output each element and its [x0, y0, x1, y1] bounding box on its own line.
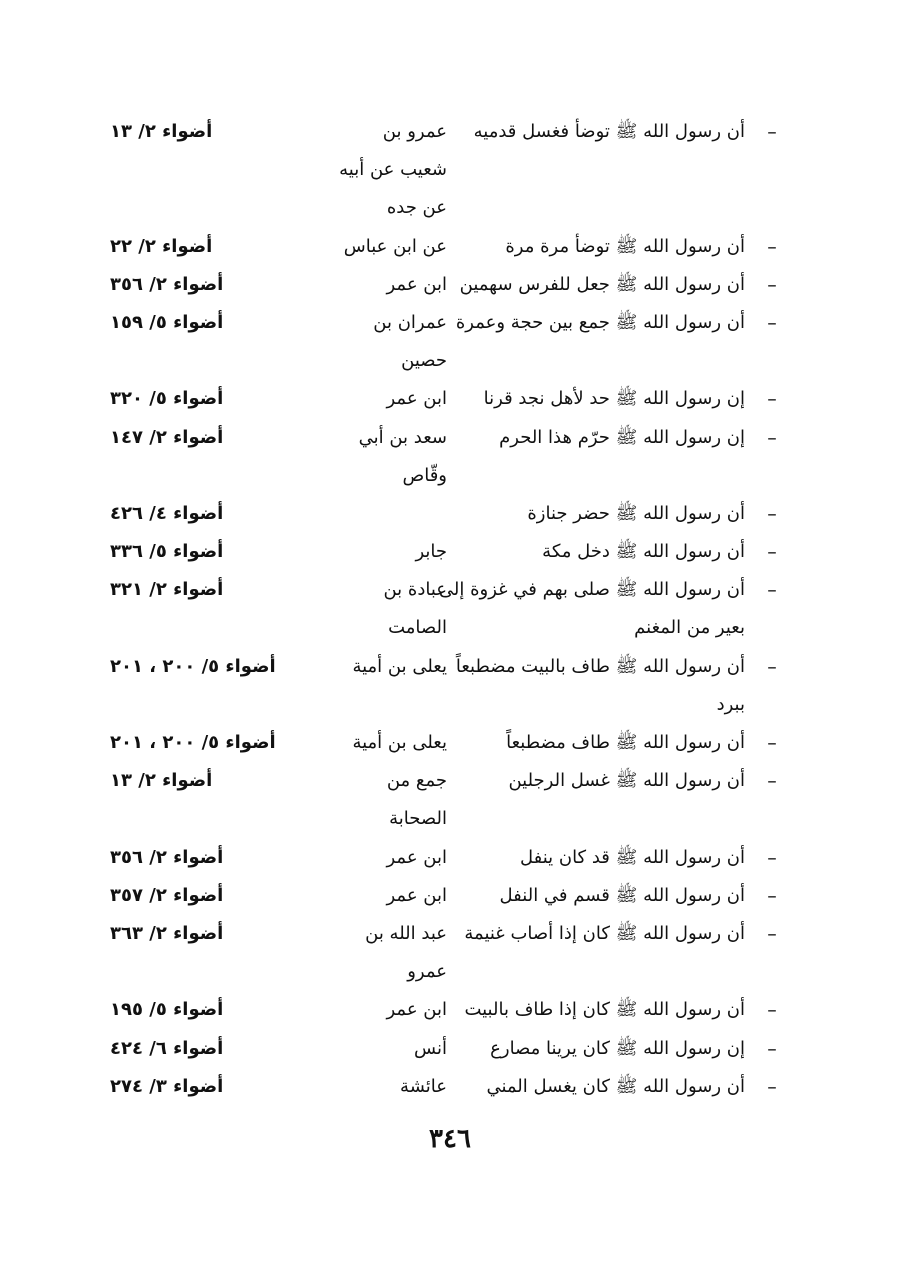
narrator: أنس	[414, 1037, 447, 1059]
entry-dash: –	[767, 426, 777, 449]
source-reference: أضواء ٦/ ٤٢٤	[110, 1037, 224, 1059]
narrator: ابن عمر	[386, 884, 447, 906]
narrator: عمرو بن	[382, 121, 447, 142]
source-reference: أضواء ٥/ ١٥٩	[110, 311, 224, 333]
source-reference: أضواء ٥/ ٢٠٠ ، ٢٠١	[110, 732, 276, 753]
source-reference: أضواء ٥/ ٢٠٠ ، ٢٠١	[110, 655, 276, 677]
entry-line	[0, 839, 900, 877]
entry-line	[0, 800, 900, 838]
narrator: عن ابن عباس	[343, 235, 447, 257]
entry-line	[0, 151, 900, 189]
narrator: ابن عمر	[386, 273, 447, 295]
source-reference: أضواء ٢/ ١٣	[110, 770, 213, 792]
narrator: عن جده	[386, 197, 447, 219]
narrator: عبد الله بن	[365, 922, 447, 944]
narrator: يعلى بن أمية	[352, 732, 447, 753]
entry-line	[0, 228, 900, 266]
source-reference: أضواء ٥/ ١٩٥	[110, 999, 224, 1021]
index-entry	[0, 113, 900, 228]
narrator: الصحابة	[389, 808, 447, 830]
hadith-text: إن رسول الله ﷺ حد لأهل نجد قرنا	[483, 388, 745, 410]
source-reference: أضواء ٢/ ٣٥٧	[110, 884, 224, 906]
index-entry	[0, 877, 900, 915]
hadith-text: أن رسول الله ﷺ كان إذا طاف بالبيت	[464, 999, 745, 1021]
entry-dash: –	[767, 1075, 777, 1098]
narrator: جمع من	[386, 770, 447, 792]
entry-dash: –	[767, 388, 777, 411]
index-entry	[0, 1068, 900, 1106]
entry-line	[0, 953, 900, 991]
entry-line	[0, 304, 900, 342]
hadith-text: أن رسول الله ﷺ طاف مضطبعاً	[506, 732, 745, 753]
source-reference: أضواء ٥/ ٣٣٦	[110, 541, 224, 563]
source-reference: أضواء ٣/ ٢٧٤	[110, 1075, 224, 1097]
entry-line	[0, 1030, 900, 1068]
hadith-text: أن رسول الله ﷺ توضأ مرة مرة	[505, 235, 745, 257]
entry-dash: –	[767, 502, 777, 525]
entry-line	[0, 915, 900, 953]
entry-line	[0, 762, 900, 800]
narrator: ابن عمر	[386, 999, 447, 1021]
page-number: ٣٤٦	[429, 1124, 471, 1154]
narrator: سعد بن أبي	[358, 426, 447, 448]
entry-dash: –	[767, 732, 777, 754]
entry-dash: –	[767, 655, 777, 678]
entry-line	[0, 189, 900, 227]
source-reference: أضواء ٢/ ٣٥٦	[110, 273, 224, 295]
hadith-text: أن رسول الله ﷺ صلى بهم في غزوة إلى	[438, 579, 745, 601]
entry-line	[0, 266, 900, 304]
source-reference: أضواء ٢/ ١٤٧	[110, 426, 224, 448]
index-entry	[0, 228, 900, 266]
entry-line	[0, 571, 900, 609]
hadith-text-continuation: بعير من المغنم	[634, 617, 745, 639]
entry-dash: –	[767, 121, 777, 143]
entry-line	[0, 724, 900, 762]
index-entry	[0, 648, 900, 724]
source-reference: أضواء ٢/ ٢٢	[110, 235, 213, 257]
entry-dash: –	[767, 999, 777, 1022]
entry-line	[0, 1068, 900, 1106]
source-reference: أضواء ٢/ ٣٢١	[110, 579, 224, 601]
entry-dash: –	[767, 846, 777, 869]
hadith-text: أن رسول الله ﷺ قسم في النفل	[499, 884, 745, 906]
entry-line	[0, 495, 900, 533]
index-entry	[0, 991, 900, 1029]
hadith-text: أن رسول الله ﷺ حضر جنازة	[527, 502, 745, 524]
hadith-index-list	[0, 113, 900, 1106]
narrator: الصامت	[388, 617, 447, 639]
entry-dash: –	[767, 311, 777, 334]
entry-dash: –	[767, 235, 777, 258]
narrator: يعلى بن أمية	[352, 655, 447, 677]
index-entry	[0, 419, 900, 495]
index-entry	[0, 915, 900, 991]
entry-dash: –	[767, 541, 777, 564]
entry-line	[0, 342, 900, 380]
source-reference: أضواء ٢/ ٣٦٣	[110, 922, 224, 944]
narrator: جابر	[415, 541, 447, 563]
narrator: شعيب عن أبيه	[339, 159, 447, 181]
entry-dash: –	[767, 1037, 777, 1060]
source-reference: أضواء ٥/ ٣٢٠	[110, 388, 224, 410]
entry-dash: –	[767, 770, 777, 793]
narrator: ابن عمر	[386, 846, 447, 868]
index-entry	[0, 1030, 900, 1068]
hadith-text: إن رسول الله ﷺ حرّم هذا الحرم	[499, 426, 745, 448]
entry-line	[0, 419, 900, 457]
hadith-text: أن رسول الله ﷺ غسل الرجلين	[508, 770, 745, 792]
index-entry	[0, 839, 900, 877]
source-reference: أضواء ٢/ ١٣	[110, 121, 213, 142]
index-entry	[0, 533, 900, 571]
index-entry	[0, 380, 900, 418]
hadith-text: أن رسول الله ﷺ كان إذا أصاب غنيمة	[464, 922, 745, 944]
narrator: عائشة	[400, 1075, 447, 1097]
entry-line	[0, 533, 900, 571]
narrator: عمران بن	[373, 311, 447, 333]
hadith-text: أن رسول الله ﷺ طاف بالبيت مضطبعاً	[455, 655, 745, 677]
narrator: عمرو	[407, 961, 447, 983]
entry-dash: –	[767, 273, 777, 296]
entry-line	[0, 686, 900, 724]
entry-line	[0, 380, 900, 418]
entry-dash: –	[767, 884, 777, 907]
index-entry	[0, 304, 900, 380]
narrator: ابن عمر	[386, 388, 447, 410]
hadith-text: أن رسول الله ﷺ كان يغسل المني	[486, 1075, 745, 1097]
index-entry	[0, 724, 900, 762]
entry-line	[0, 457, 900, 495]
hadith-text: أن رسول الله ﷺ جمع بين حجة وعمرة	[455, 311, 745, 333]
index-entry	[0, 495, 900, 533]
entry-dash: –	[767, 922, 777, 945]
source-reference: أضواء ٢/ ٣٥٦	[110, 846, 224, 868]
narrator: حصين	[401, 350, 447, 372]
index-entry	[0, 762, 900, 838]
hadith-text: أن رسول الله ﷺ جعل للفرس سهمين	[459, 273, 745, 295]
hadith-text: أن رسول الله ﷺ توضأ فغسل قدميه	[473, 121, 745, 142]
hadith-text: إن رسول الله ﷺ كان يرينا مصارع	[490, 1037, 745, 1059]
narrator: وقّاص	[402, 464, 447, 486]
entry-dash: –	[767, 579, 777, 602]
index-entry	[0, 571, 900, 647]
entry-line	[0, 113, 900, 151]
narrator: عبادة بن	[383, 579, 447, 601]
entry-line	[0, 648, 900, 686]
entry-line	[0, 991, 900, 1029]
source-reference: أضواء ٤/ ٤٢٦	[110, 502, 224, 524]
hadith-text: أن رسول الله ﷺ قد كان ينفل	[519, 846, 745, 868]
entry-line	[0, 609, 900, 647]
entry-line	[0, 877, 900, 915]
index-entry	[0, 266, 900, 304]
hadith-text: أن رسول الله ﷺ دخل مكة	[542, 541, 745, 563]
hadith-text-continuation: ببرد	[716, 693, 745, 715]
